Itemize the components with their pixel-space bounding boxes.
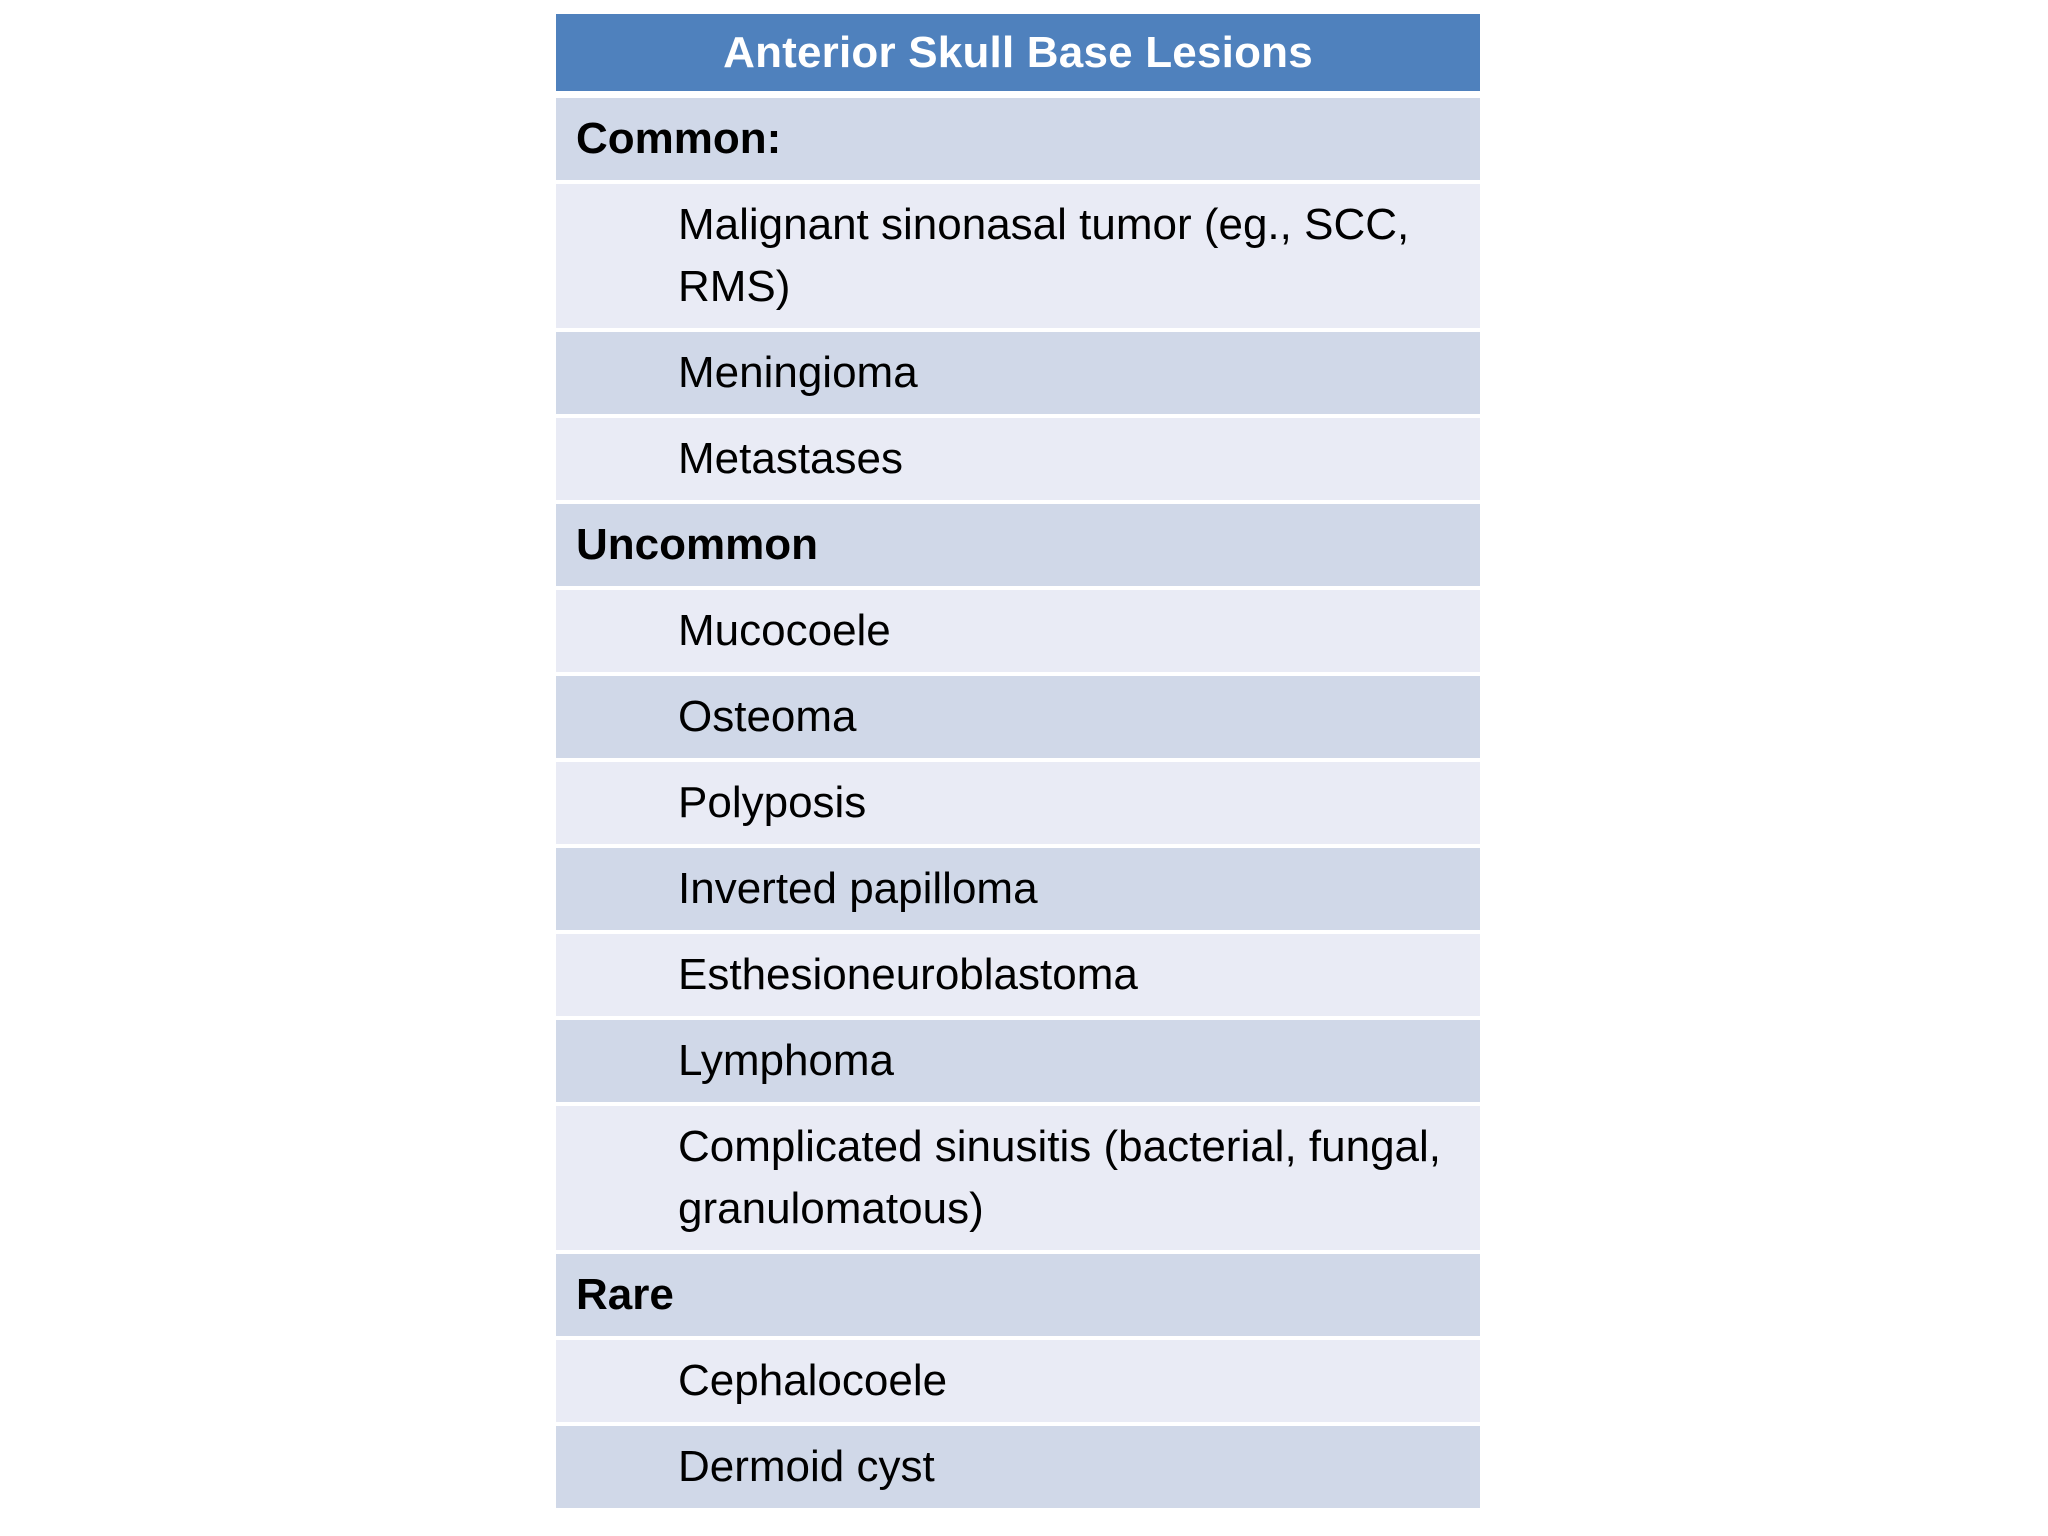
table-row [556, 418, 1480, 504]
category-label: Rare [576, 1270, 674, 1319]
table-row [556, 590, 1480, 676]
category-row-common [556, 98, 1480, 184]
table-title: Anterior Skull Base Lesions [723, 27, 1313, 77]
lesion-name: Dermoid cyst [678, 1442, 935, 1491]
lesion-name: Mucocoele [678, 606, 891, 655]
category-row-rare [556, 1254, 1480, 1340]
lesion-name: Inverted papilloma [678, 864, 1038, 913]
lesion-name: Polyposis [678, 778, 867, 827]
table-row [556, 332, 1480, 418]
table-row [556, 184, 1480, 332]
table-row [556, 1426, 1480, 1512]
lesion-name: Complicated sinusitis (bacterial, fungal, granulomatous) [678, 1122, 1442, 1233]
lesion-name: Lymphoma [678, 1036, 895, 1085]
table-row [556, 1340, 1480, 1426]
lesion-name: Malignant sinonasal tumor (eg., SCC, RMS) [678, 200, 1410, 311]
lesion-name: Cephalocoele [678, 1356, 948, 1405]
category-label: Common: [576, 114, 782, 163]
table-row [556, 1106, 1480, 1254]
table-row [556, 676, 1480, 762]
table-header [556, 14, 1480, 98]
lesion-name: Meningioma [678, 348, 918, 397]
table-row [556, 934, 1480, 1020]
lesion-name: Metastases [678, 434, 903, 483]
category-label: Uncommon [576, 520, 818, 569]
table-row [556, 1020, 1480, 1106]
lesions-table [556, 14, 1480, 1512]
lesion-name: Osteoma [678, 692, 857, 741]
category-row-uncommon [556, 504, 1480, 590]
table-row [556, 848, 1480, 934]
table-row [556, 762, 1480, 848]
lesion-name: Esthesioneuroblastoma [678, 950, 1138, 999]
